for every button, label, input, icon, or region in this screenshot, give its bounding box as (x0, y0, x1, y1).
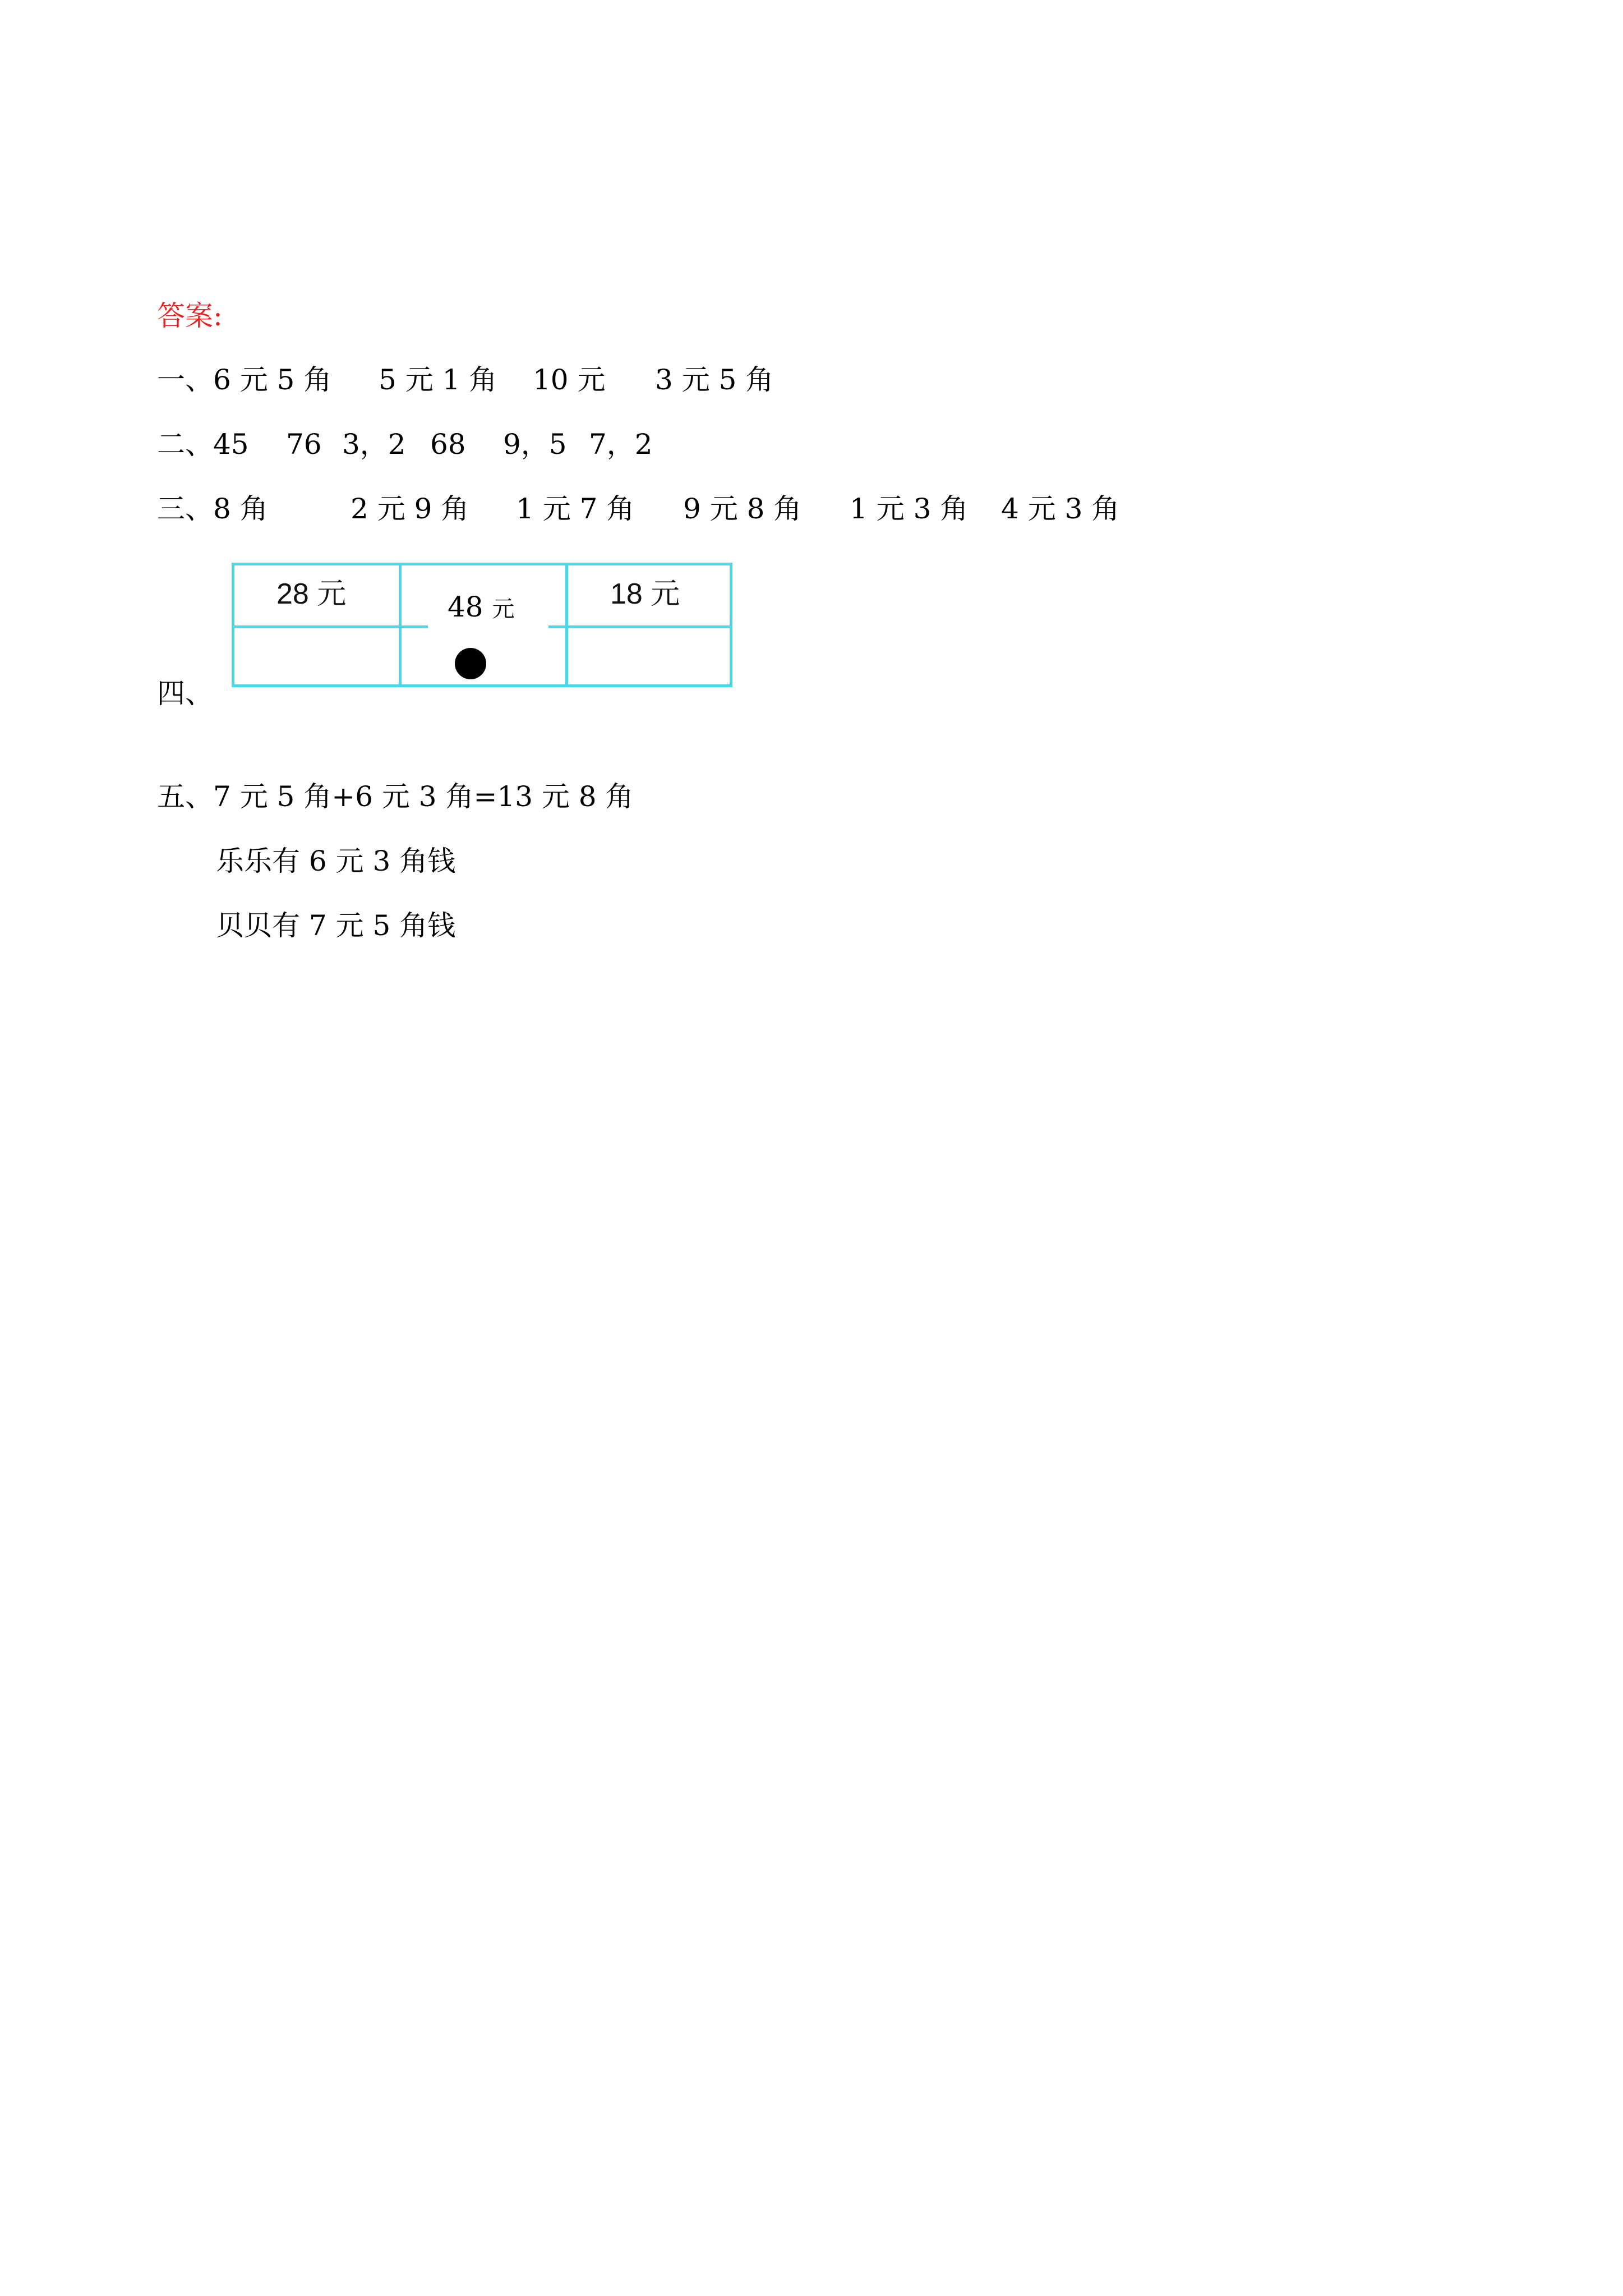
section-5-line: 乐乐有 6 元 3 角钱 (216, 845, 456, 877)
section-3 (157, 492, 1166, 526)
section-2-label: 二、 (157, 428, 213, 461)
section-1-item: 3 元 5 角 (655, 364, 774, 396)
section-5-line: 贝贝有 7 元 5 角钱 (216, 909, 456, 942)
section-5-label: 五、 (157, 780, 213, 813)
section-5 (157, 780, 830, 813)
section-2-item: 76 (286, 428, 322, 461)
section-2-item: 7，2 (589, 428, 653, 461)
section-3-item: 9 元 8 角 (683, 493, 802, 525)
section-1-item: 5 元 1 角 (379, 364, 497, 396)
section-3-label: 三、 (157, 493, 213, 525)
section-4-label: 四、 (157, 677, 213, 710)
section-3-item: 1 元 7 角 (516, 493, 635, 525)
section-3-item: 8 角 (213, 493, 268, 525)
price-cell-3: 18 元 (610, 578, 680, 610)
selection-dot (455, 648, 486, 679)
section-3-item: 2 元 9 角 (351, 493, 469, 525)
section-5-equation: 7 元 5 角+6 元 3 角=13 元 8 角 (213, 780, 634, 813)
section-1-item: 10 元 (533, 364, 606, 396)
section-1-item: 6 元 5 角 (213, 364, 332, 396)
answer-title: 答案: (157, 300, 223, 332)
section-2-item: 68 (430, 428, 466, 461)
section-2-item: 9，5 (503, 428, 567, 461)
price-cell-2 (448, 590, 515, 626)
price-table (232, 563, 732, 687)
section-1 (157, 363, 942, 397)
section-2 (157, 427, 942, 461)
section-3-item: 1 元 3 角 (850, 493, 969, 525)
section-2-item: 45 (213, 428, 249, 461)
price-cell-2-number: 48 (448, 591, 483, 623)
section-3-item: 4 元 3 角 (1001, 493, 1120, 525)
table-divider (399, 565, 402, 684)
table-divider (565, 565, 568, 684)
section-1-label: 一、 (157, 364, 213, 396)
price-cell-1: 28 元 (276, 578, 347, 610)
price-cell-2-unit: 元 (492, 596, 515, 622)
section-2-item: 3，2 (342, 428, 406, 461)
